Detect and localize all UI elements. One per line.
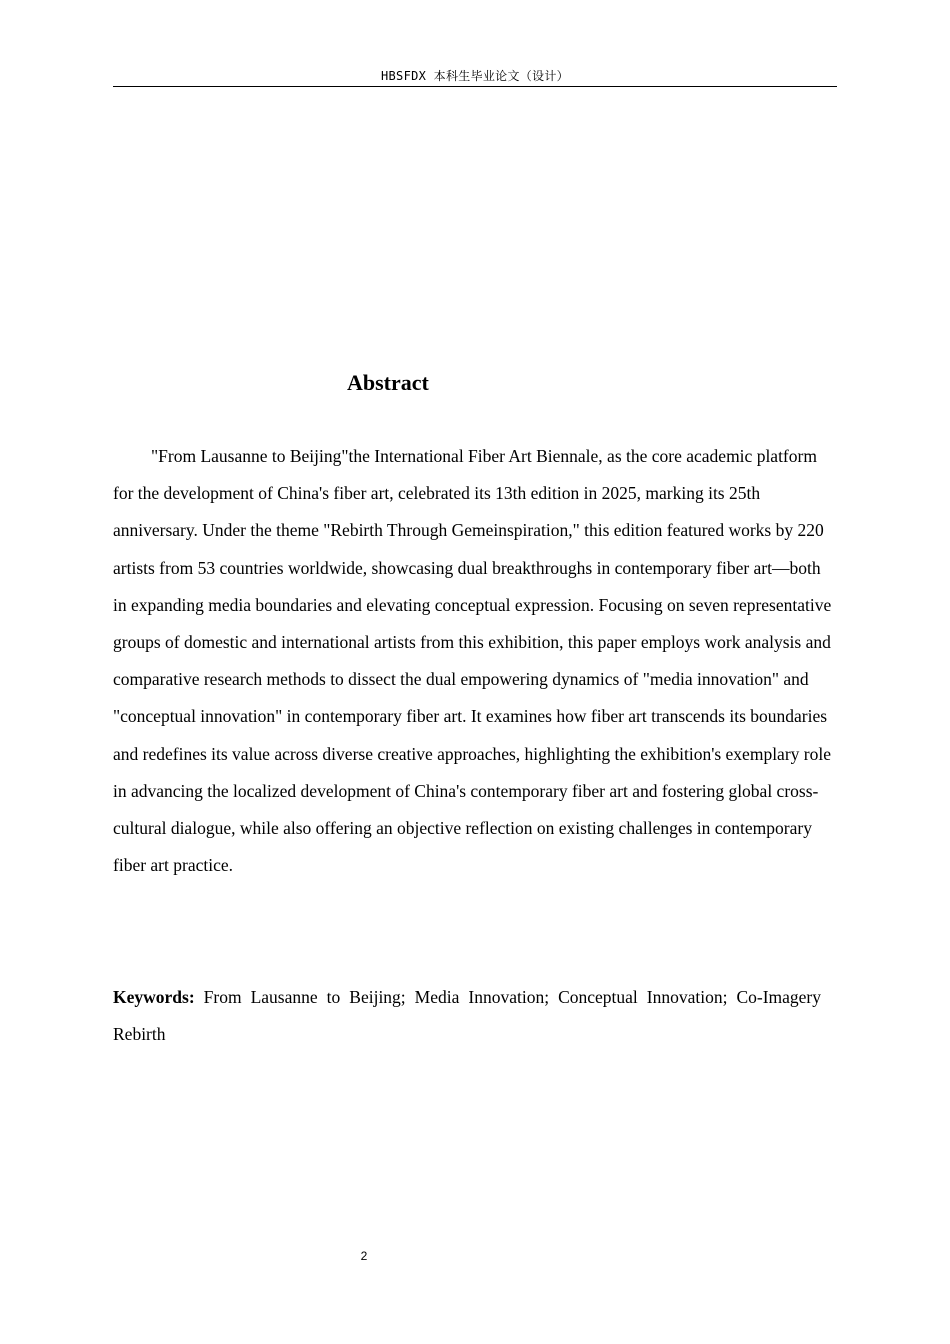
header-text: HBSFDX 本科生毕业论文（设计） xyxy=(381,69,569,83)
abstract-body: "From Lausanne to Beijing"the International Fiber Art Biennale, as the core academic platform for the development of China's fiber art, celebrated its 13th edition in 2025, marking its 25th anniversary. Under the theme "Rebirth Through Gemeinspiration," this edition featured works by 220 artists from 53 countries worldwide, showcasing dual breakthroughs in contemporary fiber art—both in expanding media boundaries and elevating conceptual expression. Focusing on seven representative groups of domestic and international artists from this exhibition, this paper employs work analysis and comparative research methods to dissect the dual empowering dynamics of "media innovation" and "conceptual innovation" in contemporary fiber art. It examines how fiber art transcends its boundaries and redefines its value across diverse creative approaches, highlighting the exhibition's exemplary role in advancing the localized development of China's contemporary fiber art and fostering global cross-cultural dialogue, while also offering an objective reflection on existing challenges in contemporary fiber art practice. xyxy=(113,446,832,876)
keywords-label: Keywords: xyxy=(113,987,195,1007)
keywords-text: From Lausanne to Beijing; Media Innovation; Conceptual Innovation; Co-Imagery Rebirth xyxy=(113,987,822,1045)
page-number: 2 xyxy=(360,1249,368,1263)
abstract-title: Abstract xyxy=(347,370,429,395)
page-header xyxy=(113,66,837,87)
keywords-paragraph xyxy=(113,979,821,1053)
